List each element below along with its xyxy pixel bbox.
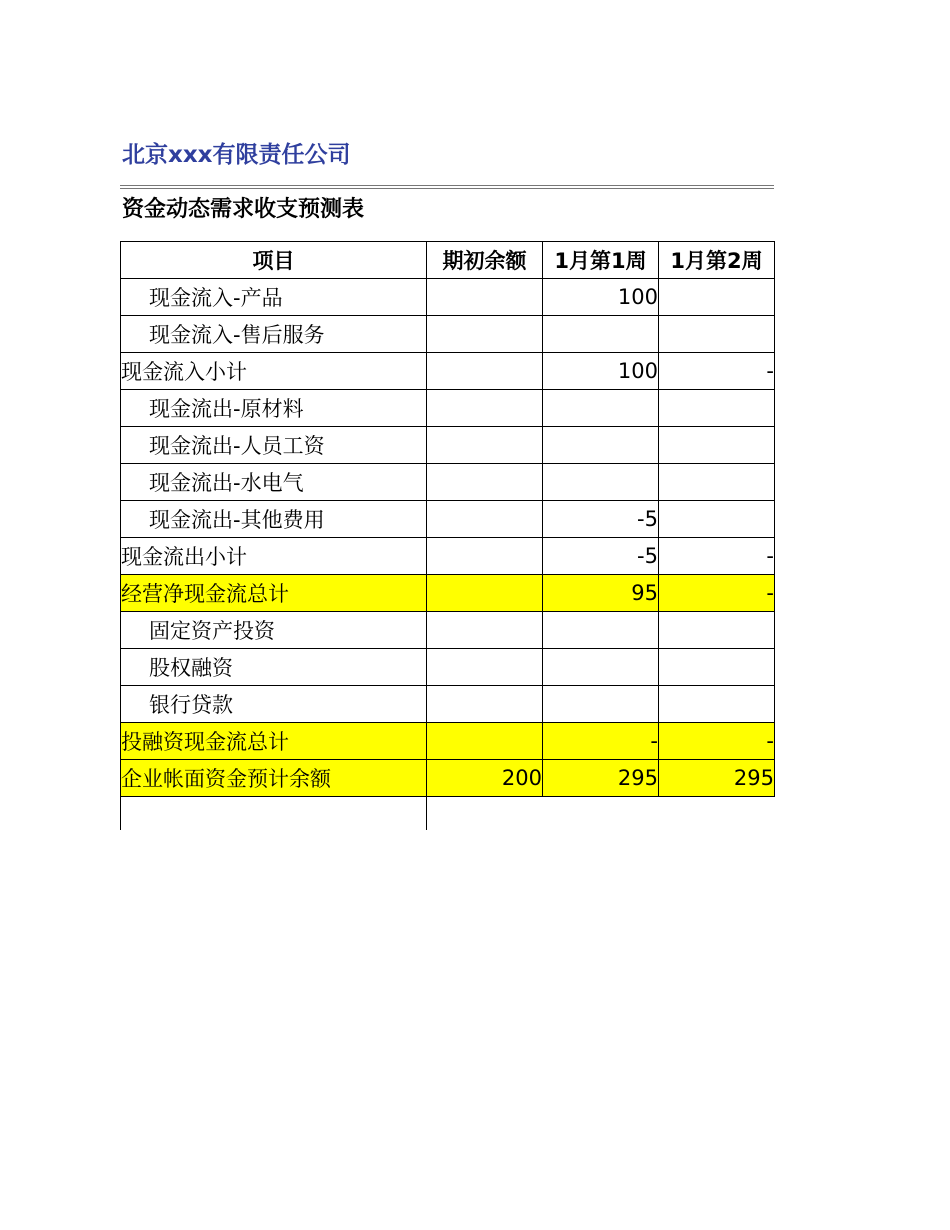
- row-label-cell[interactable]: 现金流入-产品: [121, 279, 427, 316]
- week-2-cell[interactable]: [659, 464, 775, 501]
- week-2-cell[interactable]: [659, 686, 775, 723]
- week-2-cell[interactable]: [659, 427, 775, 464]
- empty-cell[interactable]: [427, 797, 775, 830]
- row-label-cell[interactable]: 现金流出小计: [121, 538, 427, 575]
- header-rule-bottom: [120, 188, 774, 189]
- row-label-cell[interactable]: 现金流入-售后服务: [121, 316, 427, 353]
- week-1-cell[interactable]: [543, 464, 659, 501]
- opening-balance-cell[interactable]: [427, 538, 543, 575]
- week-1-cell[interactable]: 100: [543, 353, 659, 390]
- week-2-cell[interactable]: [659, 279, 775, 316]
- week-2-cell[interactable]: 295: [659, 760, 775, 797]
- sheet-title: 资金动态需求收支预测表: [122, 197, 365, 222]
- empty-cell[interactable]: [121, 797, 427, 830]
- week-2-cell[interactable]: [659, 501, 775, 538]
- opening-balance-cell[interactable]: 200: [427, 760, 543, 797]
- table-row: [121, 427, 775, 464]
- week-2-cell[interactable]: [659, 390, 775, 427]
- week-1-cell[interactable]: [543, 686, 659, 723]
- row-label-cell[interactable]: 企业帐面资金预计余额: [121, 760, 427, 797]
- opening-balance-cell[interactable]: [427, 353, 543, 390]
- empty-trailing-row: [121, 797, 775, 830]
- opening-balance-cell[interactable]: [427, 427, 543, 464]
- week-2-cell[interactable]: -: [659, 353, 775, 390]
- opening-balance-cell[interactable]: [427, 723, 543, 760]
- forecast-table: [120, 241, 775, 830]
- opening-balance-cell[interactable]: [427, 501, 543, 538]
- header-rule-top: [120, 185, 774, 186]
- table-row: [121, 353, 775, 390]
- week-2-cell[interactable]: [659, 649, 775, 686]
- row-label-cell[interactable]: 投融资现金流总计: [121, 723, 427, 760]
- table-row: [121, 501, 775, 538]
- week-1-cell[interactable]: [543, 649, 659, 686]
- week-1-cell[interactable]: -5: [543, 538, 659, 575]
- week-1-cell[interactable]: [543, 316, 659, 353]
- opening-balance-cell[interactable]: [427, 279, 543, 316]
- table-row: [121, 686, 775, 723]
- week-2-cell[interactable]: -: [659, 575, 775, 612]
- week-1-cell[interactable]: [543, 390, 659, 427]
- opening-balance-cell[interactable]: [427, 649, 543, 686]
- opening-balance-cell[interactable]: [427, 316, 543, 353]
- row-label-cell[interactable]: 现金流出-其他费用: [121, 501, 427, 538]
- week-2-cell[interactable]: [659, 612, 775, 649]
- week-2-cell[interactable]: [659, 316, 775, 353]
- header-row: [121, 242, 775, 279]
- table-row: [121, 612, 775, 649]
- row-label-cell[interactable]: 现金流出-原材料: [121, 390, 427, 427]
- week-1-cell[interactable]: 100: [543, 279, 659, 316]
- header-cell-week-1[interactable]: 1月第1周: [543, 242, 659, 279]
- opening-balance-cell[interactable]: [427, 612, 543, 649]
- table-row: [121, 760, 775, 797]
- company-name: 北京xxx有限责任公司: [122, 142, 351, 168]
- table-row: [121, 390, 775, 427]
- week-1-cell[interactable]: [543, 612, 659, 649]
- row-label-cell[interactable]: 现金流入小计: [121, 353, 427, 390]
- week-2-cell[interactable]: -: [659, 538, 775, 575]
- week-2-cell[interactable]: -: [659, 723, 775, 760]
- opening-balance-cell[interactable]: [427, 390, 543, 427]
- table-row: [121, 538, 775, 575]
- opening-balance-cell[interactable]: [427, 686, 543, 723]
- row-label-cell[interactable]: 银行贷款: [121, 686, 427, 723]
- header-cell-week-2[interactable]: 1月第2周: [659, 242, 775, 279]
- row-label-cell[interactable]: 现金流出-人员工资: [121, 427, 427, 464]
- week-1-cell[interactable]: -: [543, 723, 659, 760]
- opening-balance-cell[interactable]: [427, 464, 543, 501]
- week-1-cell[interactable]: 95: [543, 575, 659, 612]
- table-row: [121, 464, 775, 501]
- table-row: [121, 649, 775, 686]
- row-label-cell[interactable]: 股权融资: [121, 649, 427, 686]
- table-row: [121, 316, 775, 353]
- week-1-cell[interactable]: [543, 427, 659, 464]
- table-row: [121, 723, 775, 760]
- header-cell-item[interactable]: 项目: [121, 242, 427, 279]
- week-1-cell[interactable]: -5: [543, 501, 659, 538]
- week-1-cell[interactable]: 295: [543, 760, 659, 797]
- row-label-cell[interactable]: 经营净现金流总计: [121, 575, 427, 612]
- row-label-cell[interactable]: 固定资产投资: [121, 612, 427, 649]
- opening-balance-cell[interactable]: [427, 575, 543, 612]
- header-cell-opening-balance[interactable]: 期初余额: [427, 242, 543, 279]
- table-row: [121, 575, 775, 612]
- row-label-cell[interactable]: 现金流出-水电气: [121, 464, 427, 501]
- table-row: [121, 279, 775, 316]
